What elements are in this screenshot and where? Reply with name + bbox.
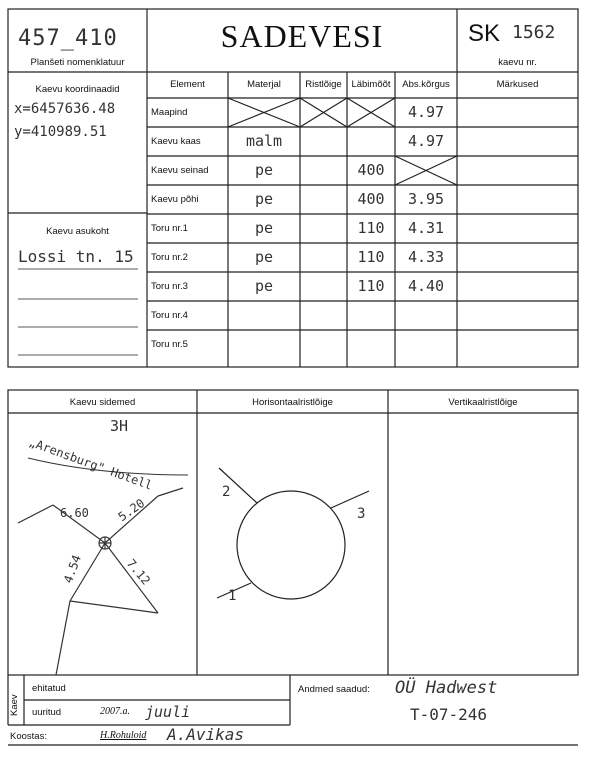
col-header-cross: Ristlõige xyxy=(305,79,342,90)
table-cell-element: Toru nr.5 xyxy=(151,339,188,350)
col-header-height: Abs.kõrgus xyxy=(402,79,450,90)
table-cell-height: 4.97 xyxy=(407,132,445,150)
pipe-number-3: 3 xyxy=(357,506,366,522)
coord-x: x=6457636.48 xyxy=(14,101,116,117)
footer-side-label: Kaev xyxy=(9,694,20,716)
well-prefix: SK xyxy=(468,20,501,47)
source-label: Andmed saadud: xyxy=(298,684,370,695)
building-code: 3H xyxy=(110,417,129,435)
table-cell-element: Maapind xyxy=(151,107,188,118)
surveyed-label: uuritud xyxy=(32,707,62,718)
page-title: SADEVESI xyxy=(220,18,384,54)
author-handwritten: A.Avikas xyxy=(167,725,245,744)
coords-label: Kaevu koordinaadid xyxy=(35,84,120,95)
tie-distance-2: 5.20 xyxy=(115,495,148,525)
col-header-diameter: Läbimõõt xyxy=(351,79,391,90)
location-label: Kaevu asukoht xyxy=(46,226,109,237)
tie-distance-4: 7.12 xyxy=(123,556,154,588)
table-cell-height: 3.95 xyxy=(407,190,445,208)
table-cell-height: 4.33 xyxy=(407,248,445,266)
pipe-number-1: 1 xyxy=(228,588,237,604)
ties-label: Kaevu sidemed xyxy=(69,397,136,408)
tie-distance-3: 4.54 xyxy=(60,553,84,585)
ties-sketch xyxy=(8,413,197,675)
surveyed-year: 2007.a. xyxy=(100,706,130,717)
building-name: „Arensburg" Hotell xyxy=(27,435,155,493)
table-cell-height: 4.40 xyxy=(407,277,445,295)
author-label: Koostas: xyxy=(10,731,47,742)
well-label: kaevu nr. xyxy=(498,57,537,68)
tie-distance-1: 6.60 xyxy=(60,506,89,520)
sheet-label: Planšeti nomenklatuur xyxy=(30,57,125,68)
table-cell-element: Toru nr.2 xyxy=(151,252,188,263)
table-cell-height: 4.31 xyxy=(407,219,445,237)
table-cell-element: Toru nr.3 xyxy=(151,281,188,292)
table-cell-height: 4.97 xyxy=(407,103,445,121)
table-cell-diameter: 110 xyxy=(357,219,385,237)
table-cell-element: Toru nr.1 xyxy=(151,223,188,234)
table-cell-diameter: 400 xyxy=(357,190,385,208)
col-header-notes: Märkused xyxy=(496,79,539,90)
well-number: 1562 xyxy=(512,22,556,43)
horizontal-section-sketch xyxy=(197,413,388,675)
table-cell-material: pe xyxy=(254,219,274,237)
surveyed-month: juuli xyxy=(145,703,191,721)
author-printed: H.Rohuloid xyxy=(100,730,147,741)
table-cell-element: Toru nr.4 xyxy=(151,310,188,321)
table-cell-diameter: 400 xyxy=(357,161,385,179)
pipe-number-2: 2 xyxy=(222,484,231,500)
table-cell-material: pe xyxy=(254,277,274,295)
coord-y: y=410989.51 xyxy=(14,124,107,140)
table-cell-element: Kaevu kaas xyxy=(151,136,201,147)
table-cell-diameter: 110 xyxy=(357,277,385,295)
table-cell-material: pe xyxy=(254,190,274,208)
source-reference: T-07-246 xyxy=(410,705,488,724)
col-header-element: Element xyxy=(170,79,205,90)
table-cell-material: pe xyxy=(254,248,274,266)
vertical-label: Vertikaalristlõige xyxy=(448,397,518,408)
location-value: Lossi tn. 15 xyxy=(18,247,134,266)
table-cell-element: Kaevu seinad xyxy=(151,165,209,176)
table-cell-material: malm xyxy=(245,132,283,150)
table-cell-material: pe xyxy=(254,161,274,179)
built-label: ehitatud xyxy=(32,683,66,694)
source-company: OÜ Hadwest xyxy=(395,678,498,698)
table-cell-element: Kaevu põhi xyxy=(151,194,199,205)
col-header-material: Materjal xyxy=(247,79,281,90)
table-cell-diameter: 110 xyxy=(357,248,385,266)
horizontal-label: Horisontaalristlõige xyxy=(252,397,333,408)
sheet-number: 457_410 xyxy=(18,26,118,51)
